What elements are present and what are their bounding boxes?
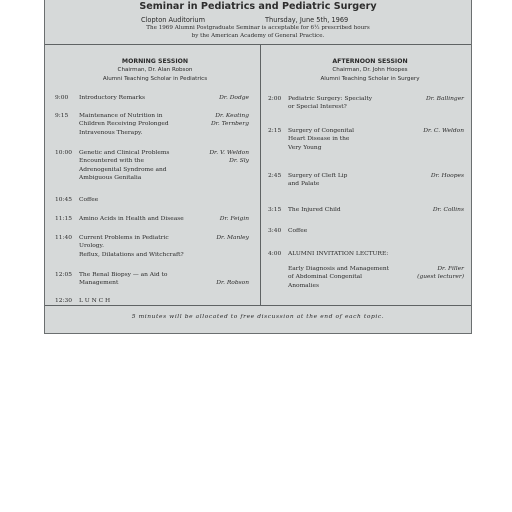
item-topic: ALUMNI INVITATION LECTURE:: [288, 251, 389, 257]
item-time: 3:40: [268, 228, 282, 234]
item-topic: Surgery of Cleft Lip and Palate: [288, 173, 348, 188]
afternoon-session-title: AFTERNOON SESSION: [332, 58, 408, 65]
item-speaker: Dr. Ballinger: [426, 96, 464, 102]
schedule-item: [55, 234, 249, 274]
item-speaker: Dr. V. Weldon Dr. Sly: [209, 150, 249, 165]
afternoon-chairman: Chairman, Dr. John Hoopes: [332, 67, 408, 73]
item-topic: Amino Acids in Health and Disease: [79, 216, 184, 222]
venue: Clopton Auditorium: [141, 16, 206, 24]
date: Thursday, June 5th, 1969: [265, 16, 349, 24]
accreditation-note-line1: The 1969 Alumni Postgraduate Seminar is acceptable for 6½ prescribed hours: [146, 25, 370, 31]
item-topic: Introductory Remarks: [79, 95, 146, 101]
program-sheet: [44, 0, 472, 334]
item-time: 11:15: [55, 216, 72, 222]
schedule-item: [268, 127, 464, 167]
schedule-item: [268, 265, 464, 305]
accreditation-note-line2: by the American Academy of General Practice.: [191, 33, 325, 39]
item-topic: The Injured Child: [288, 207, 341, 213]
item-speaker: Dr. Filler (guest lecturer): [417, 266, 464, 281]
item-time: 2:00: [268, 96, 282, 102]
item-time: 12:30: [55, 298, 72, 304]
item-topic: Surgery of Congenital Heart Disease in the Very Young: [288, 128, 355, 151]
item-time: 3:15: [268, 207, 282, 213]
item-time: 4:00: [268, 251, 282, 257]
item-speaker: Dr. Dodge: [219, 95, 249, 101]
program-title: Seminar in Pediatrics and Pediatric Surgery: [139, 1, 377, 12]
item-topic: L U N C H: [79, 298, 111, 304]
item-time: 10:00: [55, 150, 72, 156]
afternoon-scholar: Alumni Teaching Scholar in Surgery: [320, 75, 420, 82]
column-divider: [260, 44, 261, 305]
morning-session-heading: [55, 57, 255, 83]
item-time: 11:40: [55, 235, 72, 241]
item-speaker: Dr. C. Weldon: [423, 128, 464, 134]
item-speaker: Dr. Manley: [216, 235, 249, 241]
item-time: 12:05: [55, 272, 72, 278]
item-topic: Genetic and Clinical Problems Encountered with the Adrenogenital Syndrome and Ambiguous Genitalia: [79, 150, 170, 182]
item-speaker: Dr. Collins: [432, 207, 464, 213]
item-topic: Current Problems in Pediatric Urology. Reflux, Dilatations and Witchcraft?: [79, 235, 184, 258]
item-speaker: Dr. Keating Dr. Ternberg: [210, 113, 249, 128]
afternoon-session-heading: [270, 57, 470, 83]
item-topic: Pediatric Surgery: Specialty or Special Interest?: [288, 96, 373, 111]
morning-chairman: Chairman, Dr. Alan Robson: [117, 67, 193, 73]
morning-scholar: Alumni Teaching Scholar in Pediatrics: [102, 75, 208, 82]
discussion-footnote: 5 minutes will be allocated to free discussion at the end of each topic.: [131, 314, 385, 320]
item-topic: Coffee: [79, 197, 99, 203]
schedule-item: [55, 149, 249, 189]
schedule-item: [55, 112, 249, 152]
item-topic: The Renal Biopsy — an Aid to Management: [79, 272, 168, 287]
item-topic: Coffee: [288, 228, 308, 234]
item-time: 9:00: [55, 95, 69, 101]
item-time: 2:15: [268, 128, 282, 134]
morning-session-title: MORNING SESSION: [121, 58, 189, 65]
item-speaker: Dr. Robson: [216, 280, 249, 287]
item-time: 10:45: [55, 197, 72, 203]
item-speaker: Dr. Feigin: [219, 216, 249, 222]
item-speaker: Dr. Hoopes: [430, 173, 464, 179]
item-topic: Early Diagnosis and Management of Abdominal Congenital Anomalies: [288, 266, 390, 289]
item-time: 9:15: [55, 113, 69, 119]
program-header: [45, 0, 471, 45]
item-topic: Maintenance of Nutrition in Children Receiving Prolonged Intravenous Therapy.: [79, 113, 169, 136]
item-time: 2:45: [268, 173, 282, 179]
